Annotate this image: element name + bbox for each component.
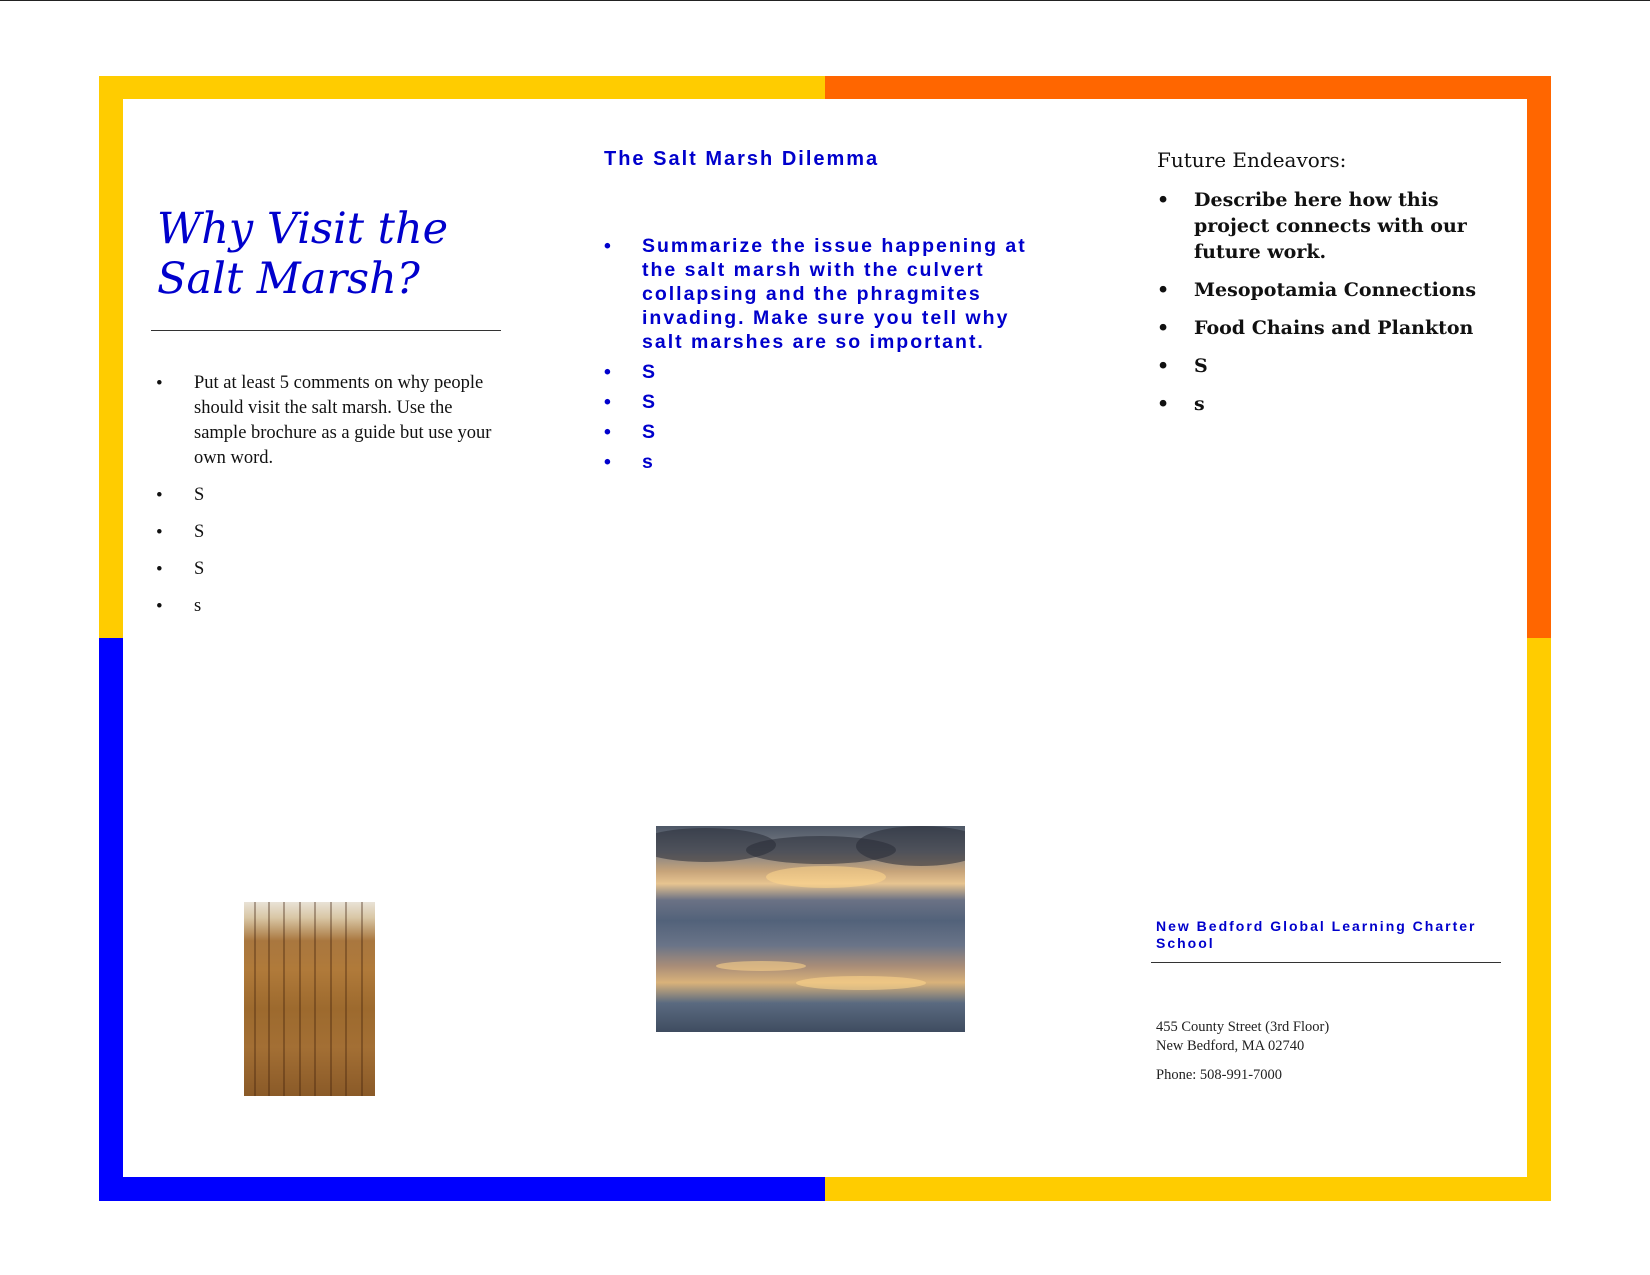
list-item: • Summarize the issue happening at the salt marsh with the culvert collapsing and the phragmites invading. Make sure you tell why salt marshes are so important. (604, 234, 1044, 354)
left-panel-title: Why Visit the Salt Marsh? (157, 204, 449, 304)
frame-right-bottom-yellow (1527, 638, 1551, 1201)
school-divider (1151, 962, 1501, 963)
frame-top-left-yellow (99, 76, 825, 99)
middle-panel-title: The Salt Marsh Dilemma (604, 148, 880, 170)
list-item: • Food Chains and Plankton (1157, 315, 1507, 341)
page-top-line (0, 0, 1650, 1)
reeds-photo (244, 902, 375, 1096)
list-item: • s (604, 450, 1044, 474)
middle-panel-bullet-list (604, 234, 1044, 480)
frame-right-top-orange (1527, 76, 1551, 638)
list-item: • Mesopotamia Connections (1157, 277, 1507, 303)
frame-top-right-orange (825, 76, 1551, 99)
frame-left-bottom-blue (99, 638, 123, 1201)
frame-bottom-left-blue (99, 1177, 825, 1201)
address-line-2: New Bedford, MA 02740 (1156, 1038, 1305, 1054)
list-item: • S (153, 520, 503, 545)
list-item: • Describe here how this project connects with our future work. (1157, 187, 1507, 265)
beach-sunset-photo (656, 826, 965, 1032)
right-panel-bullet-list (1157, 187, 1507, 429)
right-panel-title: Future Endeavors: (1157, 148, 1347, 172)
list-item: • S (604, 420, 1044, 444)
left-panel-bullet-list (153, 371, 503, 631)
left-panel-divider (151, 330, 501, 331)
list-item: • s (1157, 391, 1507, 417)
list-item: • s (153, 594, 503, 619)
school-phone: Phone: 508-991-7000 (1156, 1067, 1283, 1083)
frame-bottom-right-yellow (825, 1177, 1551, 1201)
list-item: • S (604, 360, 1044, 384)
list-item: • S (153, 557, 503, 582)
school-address (1156, 1018, 1496, 1056)
school-name: New Bedford Global Learning Charter School (1156, 918, 1477, 951)
list-item: • S (1157, 353, 1507, 379)
list-item: • S (153, 483, 503, 508)
frame-left-top-yellow (99, 76, 123, 638)
address-line-1: 455 County Street (3rd Floor) (1156, 1019, 1330, 1035)
list-item: • S (604, 390, 1044, 414)
list-item: • Put at least 5 comments on why people should visit the salt marsh. Use the sample brochure as a guide but use your own word. (153, 371, 503, 471)
